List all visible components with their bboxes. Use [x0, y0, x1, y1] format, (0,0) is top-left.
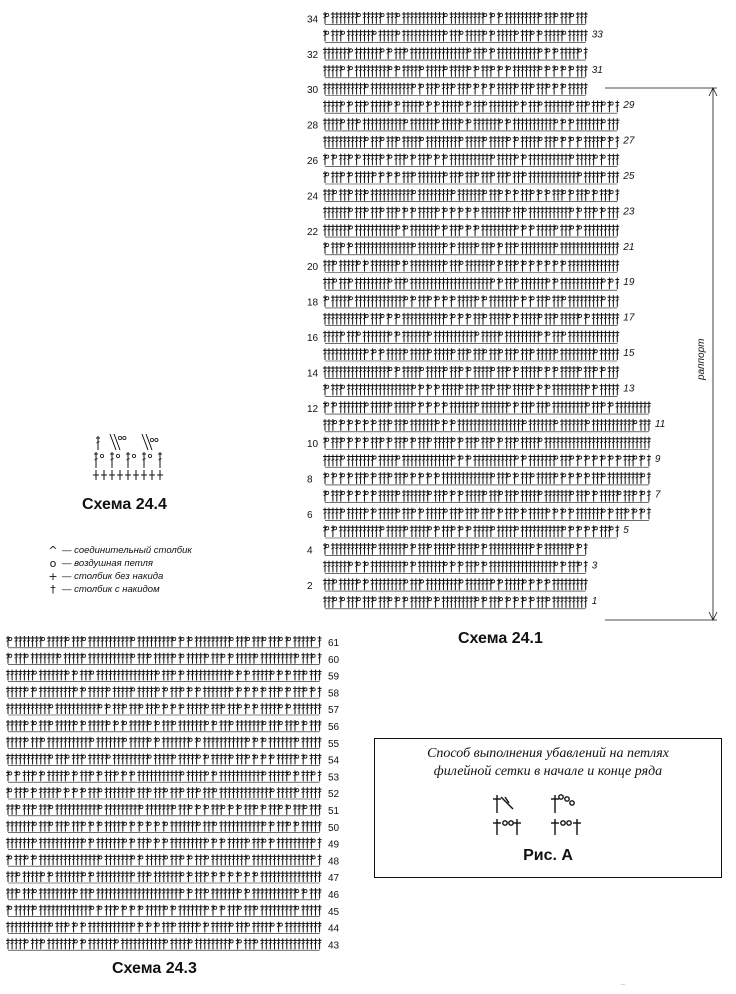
legend-text: — соединительный столбик: [62, 545, 192, 556]
row-number-odd: 27: [623, 135, 635, 147]
row-number-odd: 19: [623, 277, 635, 289]
legend-row-single-crochet: [44, 570, 294, 583]
figure-a-box: [374, 738, 722, 878]
scheme-24-1-row: [307, 189, 619, 202]
row-number-odd: 9: [654, 454, 661, 466]
scheme-24-3-row: [6, 653, 340, 666]
scheme-24-3-caption: Схема 24.3: [112, 960, 197, 977]
figure-a-title: [375, 745, 721, 781]
scheme-24-3-row: [6, 770, 340, 783]
double-crochet-icon: †: [50, 583, 56, 596]
chain-stitch-icon: o: [49, 557, 57, 570]
scheme-24-1-row: [323, 596, 597, 609]
row-number-odd: 25: [623, 171, 635, 183]
row-number: 45: [328, 906, 340, 918]
scheme-24-1-row: [323, 206, 635, 219]
scheme-24-1-row: [323, 525, 629, 538]
row-number-odd: 21: [623, 241, 635, 253]
scheme-24-1-row: [323, 136, 635, 149]
scheme-24-1-row: [323, 29, 603, 42]
slip-stitch-icon: ^: [48, 544, 58, 557]
scheme-24-1-row: [323, 490, 661, 503]
scheme-24-1-row: [323, 171, 635, 184]
row-number-even: 28: [307, 120, 319, 132]
row-number-even: 24: [307, 191, 319, 203]
row-number: 58: [328, 688, 340, 700]
scheme-24-1-row: [307, 366, 619, 379]
row-number: 54: [328, 755, 340, 767]
scheme-24-3-row: [6, 737, 340, 750]
scheme-24-3-row: [6, 888, 340, 901]
scheme-24-1-row: [307, 12, 588, 25]
scheme-24-1-row: [307, 83, 588, 96]
row-number-odd: 5: [623, 525, 629, 537]
row-number-odd: 3: [591, 560, 598, 572]
scheme-24-1-row: [307, 331, 619, 344]
row-number: 49: [328, 839, 340, 851]
row-number-even: 26: [307, 155, 319, 167]
scheme-24-4-motif: [93, 434, 163, 480]
row-number: 57: [328, 705, 340, 717]
row-number-even: 14: [307, 368, 319, 380]
row-number-even: 12: [307, 403, 319, 415]
row-number-odd: 1: [591, 595, 598, 607]
scheme-24-4-chart: [90, 428, 170, 484]
scheme-24-1-row: [307, 508, 651, 521]
figure-a-diagram: [487, 791, 607, 841]
row-number-even: 34: [307, 14, 319, 26]
rapport-label: раппорт: [696, 338, 707, 380]
scheme-24-3-row: [6, 787, 340, 800]
row-number-even: 8: [307, 474, 313, 486]
row-number: 47: [328, 873, 340, 885]
scheme-24-3-row: [6, 838, 340, 851]
row-number-even: 4: [307, 545, 313, 557]
legend-row-slip-stitch: [44, 544, 294, 557]
corner-mark: ~: [620, 980, 626, 991]
row-number-odd: 33: [591, 29, 603, 41]
row-number-even: 22: [307, 226, 319, 238]
row-number: 53: [328, 772, 340, 784]
row-number: 50: [328, 822, 340, 834]
scheme-24-4-caption: Схема 24.4: [82, 496, 167, 513]
legend-text: — столбик без накида: [62, 571, 164, 582]
row-number-even: 32: [307, 49, 319, 61]
scheme-24-1-row: [323, 313, 635, 326]
scheme-24-3-row: [6, 804, 340, 817]
row-number: 51: [328, 806, 340, 817]
row-number-odd: 7: [654, 489, 661, 501]
row-number-even: 20: [307, 262, 319, 274]
scheme-24-3-row: [6, 636, 340, 649]
scheme-24-3-row: [6, 670, 340, 683]
scheme-24-3-chart: [0, 630, 350, 956]
row-number: 61: [328, 638, 340, 649]
legend-row-double-crochet: [44, 583, 294, 596]
scheme-24-1-row: [323, 560, 598, 573]
symbol-legend: [44, 544, 294, 596]
row-number-odd: 17: [623, 312, 635, 324]
scheme-24-1-row: [323, 277, 635, 290]
scheme-24-3-row: [6, 754, 340, 767]
scheme-24-1-row: [307, 260, 619, 273]
row-number-even: 2: [307, 580, 313, 592]
row-number: 59: [328, 671, 340, 683]
figure-a-title-line-2: филейной сетки в начале и конце ряда: [433, 764, 663, 779]
scheme-24-1-row: [323, 242, 634, 255]
row-number: 52: [328, 789, 340, 801]
legend-text: — воздушная петля: [62, 558, 153, 569]
row-number-even: 6: [307, 509, 313, 521]
row-number-odd: 15: [623, 348, 635, 360]
legend-row-chain-stitch: [44, 557, 294, 570]
legend-text: — столбик с накидом: [62, 584, 160, 595]
row-number: 48: [328, 856, 340, 868]
row-number: 60: [328, 654, 340, 666]
scheme-24-1-row: [307, 295, 619, 308]
row-number: 43: [328, 940, 340, 952]
row-number-even: 18: [307, 297, 319, 309]
row-number-even: 10: [307, 439, 319, 451]
scheme-24-1-row: [323, 454, 661, 467]
scheme-24-1-row: [307, 543, 588, 556]
scheme-24-1-row: [307, 118, 619, 131]
scheme-24-1-row: [307, 437, 651, 450]
scheme-24-1-row: [323, 419, 665, 432]
scheme-24-1-row: [307, 154, 619, 167]
scheme-24-3-row: [6, 922, 340, 935]
single-crochet-icon: +: [48, 570, 58, 583]
scheme-24-1-chart: [305, 6, 725, 626]
decrease-end-motif: [551, 795, 581, 835]
scheme-24-3-row: [6, 703, 340, 716]
figure-a-title-line-1: Способ выполнения убавлений на петлях: [427, 746, 669, 761]
scheme-24-3-row: [6, 821, 340, 834]
row-number-odd: 11: [654, 418, 666, 430]
scheme-24-3-row: [6, 905, 340, 918]
row-number-odd: 23: [623, 206, 635, 218]
decrease-start-motif: [493, 795, 521, 835]
scheme-24-1-row: [323, 348, 635, 361]
row-number: 55: [328, 738, 340, 750]
scheme-24-1-row: [307, 224, 619, 237]
scheme-24-3-row: [6, 871, 340, 884]
row-number: 46: [328, 890, 340, 901]
scheme-24-3-row: [6, 938, 340, 951]
scheme-24-1-caption: Схема 24.1: [458, 630, 543, 647]
scheme-24-1-row: [307, 47, 588, 60]
scheme-24-1-row: [323, 65, 603, 78]
scheme-24-1-row: [307, 401, 651, 414]
scheme-24-3-row: [6, 854, 340, 867]
scheme-24-1-row: [323, 100, 635, 113]
scheme-24-3-row: [6, 686, 340, 699]
row-number-odd: 29: [623, 100, 635, 112]
row-number-even: 30: [307, 85, 319, 97]
figure-a-label: Рис. А: [523, 847, 573, 864]
scheme-24-3-row: [6, 720, 340, 733]
row-number: 56: [328, 722, 340, 733]
scheme-24-1-row: [307, 578, 588, 591]
row-number-odd: 13: [623, 383, 635, 395]
row-number: 44: [328, 923, 340, 935]
row-number-even: 16: [307, 332, 319, 344]
scheme-24-1-row: [323, 383, 635, 396]
scheme-24-1-row: [307, 472, 651, 485]
row-number-odd: 31: [591, 64, 603, 76]
